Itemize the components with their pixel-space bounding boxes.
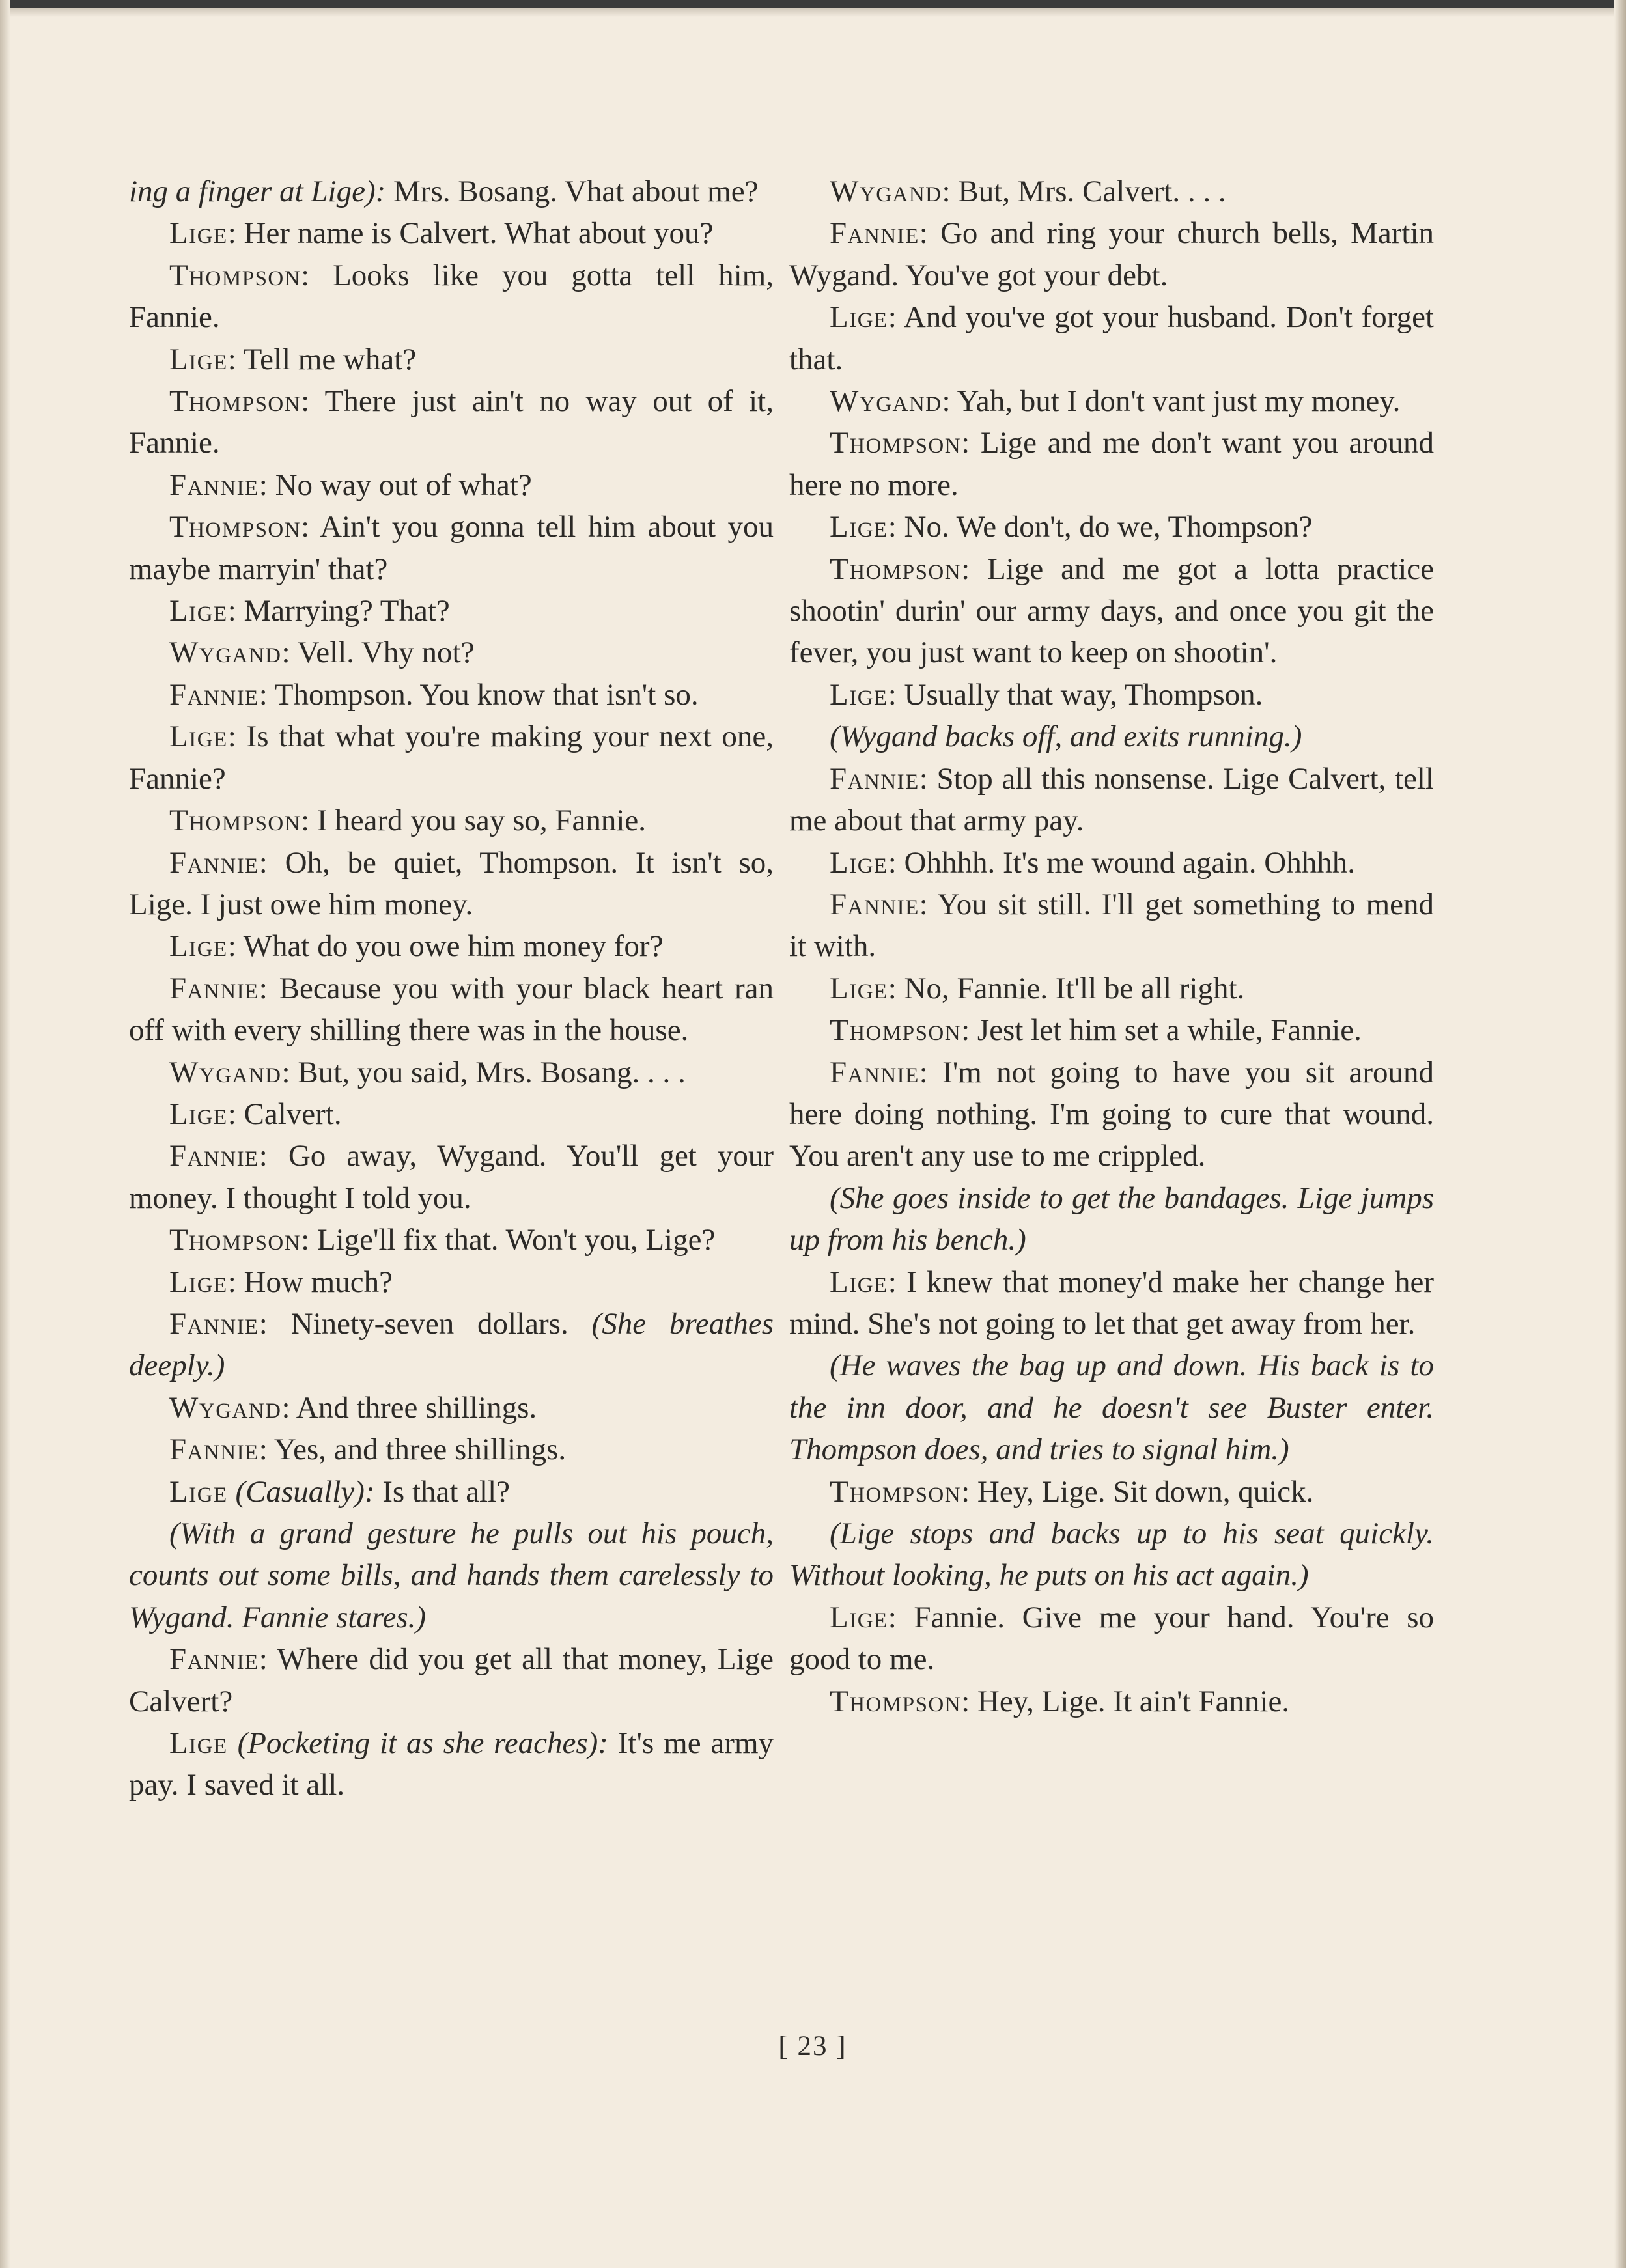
speaker-name: Thompson bbox=[830, 426, 962, 460]
stage-direction-text: (Pocketing it as she reaches): bbox=[227, 1726, 608, 1761]
dialogue-text: : Lige'll fix that. Won't you, Lige? bbox=[301, 1223, 716, 1257]
dialogue-line bbox=[129, 716, 774, 800]
stage-direction-text: (Lige stops and backs up to his seat quickly. Without looking, he puts on his act again.) bbox=[789, 1517, 1434, 1593]
speaker-name: Fannie bbox=[830, 761, 919, 796]
dialogue-text: : No way out of what? bbox=[259, 468, 532, 502]
stage-direction-text: (Wygand backs off, and exits running.) bbox=[830, 720, 1302, 754]
speaker-name: Fannie bbox=[169, 971, 259, 1005]
dialogue-line bbox=[789, 506, 1434, 548]
speaker-name: Lige bbox=[830, 677, 888, 712]
dialogue-line bbox=[129, 1219, 774, 1261]
speaker-name: Fannie bbox=[169, 1642, 259, 1677]
dialogue-text: It's me army pay. I saved it all. bbox=[129, 1726, 774, 1802]
dialogue-line bbox=[789, 884, 1434, 968]
stage-direction-text: ing a finger at Lige): bbox=[129, 175, 386, 208]
dialogue-line bbox=[129, 1261, 774, 1303]
dialogue-line bbox=[129, 1638, 774, 1722]
stage-direction bbox=[789, 1177, 1434, 1261]
dialogue-line bbox=[789, 296, 1434, 380]
dialogue-line bbox=[789, 422, 1434, 506]
speaker-name: Wygand bbox=[830, 175, 942, 208]
dialogue-text: : Looks like you gotta tell him, Fannie. bbox=[129, 258, 774, 335]
speaker-name: Lige bbox=[169, 1097, 228, 1131]
dialogue-line bbox=[129, 1093, 774, 1135]
speaker-name: Thompson bbox=[169, 1223, 301, 1257]
dialogue-line bbox=[789, 1052, 1434, 1177]
stage-direction-text: (He waves the bag up and down. His back is to the inn door, and he doesn't see Buster enter. Thompson does, and tries to signal him.) bbox=[789, 1349, 1434, 1467]
dialogue-line bbox=[129, 1303, 774, 1387]
dialogue-text: : Is that what you're making your next one, Fannie? bbox=[129, 720, 774, 796]
speaker-name: Lige bbox=[169, 929, 228, 964]
dialogue-line bbox=[789, 1681, 1434, 1722]
dialogue-text: : Go away, Wygand. You'll get your money. I thought I told you. bbox=[129, 1139, 774, 1215]
speaker-name: Thompson bbox=[169, 258, 301, 292]
speaker-name: Fannie bbox=[169, 677, 259, 712]
speaker-name: Lige bbox=[830, 1265, 888, 1299]
dialogue-text: : I heard you say so, Fannie. bbox=[301, 804, 647, 838]
stage-direction-text: (She breathes deeply.) bbox=[129, 1306, 774, 1383]
dialogue-line bbox=[129, 1471, 774, 1513]
speaker-name: Lige bbox=[830, 510, 888, 544]
dialogue-line bbox=[129, 380, 774, 464]
dialogue-text: : Yah, but I don't vant just my money. bbox=[942, 384, 1401, 419]
dialogue-text: : Ohhhh. It's me wound again. Ohhhh. bbox=[888, 845, 1356, 880]
dialogue-text: : What do you owe him money for? bbox=[227, 929, 664, 964]
dialogue-text: : Go and ring your church bells, Martin Wygand. You've got your debt. bbox=[789, 216, 1434, 292]
dialogue-line bbox=[129, 464, 774, 506]
speaker-name: Lige bbox=[830, 1600, 888, 1634]
speaker-name: Lige bbox=[169, 720, 228, 754]
speaker-name: Thompson bbox=[830, 1013, 962, 1048]
dialogue-text: : There just ain't no way out of it, Fannie. bbox=[129, 384, 774, 460]
speaker-name: Fannie bbox=[830, 216, 919, 251]
speaker-name: Fannie bbox=[169, 468, 259, 502]
dialogue-text: : Hey, Lige. Sit down, quick. bbox=[961, 1474, 1314, 1509]
dialogue-text: : Marrying? That? bbox=[227, 594, 450, 628]
speaker-name: Fannie bbox=[830, 1055, 919, 1089]
speaker-name: Wygand bbox=[169, 636, 282, 670]
dialogue-line bbox=[789, 212, 1434, 296]
dialogue-line bbox=[789, 1597, 1434, 1681]
dialogue-line bbox=[789, 1261, 1434, 1345]
dialogue-text: : Jest let him set a while, Fannie. bbox=[961, 1013, 1362, 1048]
speaker-name: Wygand bbox=[169, 1390, 282, 1425]
dialogue-text: : How much? bbox=[227, 1265, 393, 1299]
dialogue-line bbox=[789, 548, 1434, 674]
dialogue-line bbox=[129, 212, 774, 254]
stage-direction-text: (She goes inside to get the bandages. Lige jumps up from his bench.) bbox=[789, 1181, 1434, 1257]
dialogue-text: : Thompson. You know that isn't so. bbox=[259, 677, 699, 712]
speaker-name: Wygand bbox=[169, 1055, 282, 1089]
speaker-name: Lige bbox=[169, 594, 228, 628]
dialogue-line bbox=[789, 171, 1434, 212]
speaker-name: Lige bbox=[169, 342, 228, 376]
dialogue-text: : You sit still. I'll get something to mend it with. bbox=[789, 887, 1434, 964]
speaker-name: Lige bbox=[169, 1265, 228, 1299]
speaker-name: Lige bbox=[169, 1726, 228, 1761]
speaker-name: Thompson bbox=[830, 552, 962, 586]
dialogue-line bbox=[129, 1052, 774, 1093]
dialogue-line bbox=[129, 800, 774, 841]
dialogue-text: : Ain't you gonna tell him about you maybe marryin' that? bbox=[129, 510, 774, 586]
dialogue-line bbox=[129, 632, 774, 673]
dialogue-line bbox=[789, 758, 1434, 842]
speaker-name: Lige bbox=[169, 1474, 228, 1509]
speaker-name: Lige bbox=[830, 971, 888, 1005]
speaker-name: Lige bbox=[830, 845, 888, 880]
dialogue-line bbox=[129, 506, 774, 590]
dialogue-text: : Because you with your black heart ran off with every shilling there was in the house. bbox=[129, 971, 774, 1048]
dialogue-line bbox=[129, 1722, 774, 1806]
page-number: [ 23 ] bbox=[778, 2031, 847, 2062]
speaker-name: Lige bbox=[830, 300, 888, 335]
left-text-column bbox=[129, 171, 774, 1806]
speaker-name: Fannie bbox=[830, 887, 919, 921]
dialogue-text: : Her name is Calvert. What about you? bbox=[227, 216, 714, 251]
dialogue-line bbox=[789, 380, 1434, 422]
speaker-name: Fannie bbox=[169, 1306, 259, 1341]
dialogue-text: : Lige and me got a lotta practice shootin' durin' our army days, and once you git the fever, you just want to keep on shootin'. bbox=[789, 552, 1434, 670]
speaker-name: Thompson bbox=[169, 510, 301, 544]
dialogue-text: : Vell. Vhy not? bbox=[281, 636, 475, 670]
stage-direction-text: (With a grand gesture he pulls out his pouch, counts out some bills, and hands them carelessly to Wygand. Fannie stares.) bbox=[129, 1517, 774, 1634]
dialogue-line bbox=[129, 925, 774, 967]
dialogue-line bbox=[789, 1009, 1434, 1051]
dialogue-line bbox=[129, 842, 774, 926]
dialogue-text: : I'm not going to have you sit around here doing nothing. I'm going to cure that wound. You aren't any use to me crippled. bbox=[789, 1055, 1434, 1173]
dialogue-line bbox=[129, 1135, 774, 1219]
dialogue-line bbox=[129, 339, 774, 380]
page-left-edge bbox=[0, 0, 10, 2268]
dialogue-line bbox=[129, 968, 774, 1052]
stage-direction bbox=[789, 1513, 1434, 1597]
scan-top-shadow bbox=[0, 8, 1626, 17]
dialogue-line bbox=[789, 842, 1434, 884]
dialogue-line bbox=[129, 1387, 774, 1429]
dialogue-text: : And you've got your husband. Don't forget that. bbox=[789, 300, 1434, 376]
dialogue-text: : Lige and me don't want you around here no more. bbox=[789, 426, 1434, 502]
dialogue-text: Is that all? bbox=[374, 1474, 511, 1509]
dialogue-text: : Calvert. bbox=[227, 1097, 342, 1131]
speaker-name: Thompson bbox=[169, 804, 301, 838]
dialogue-line bbox=[789, 674, 1434, 716]
dialogue-text: : I knew that money'd make her change her mind. She's not going to let that get away from her. bbox=[789, 1265, 1434, 1341]
dialogue-text: : No, Fannie. It'll be all right. bbox=[888, 971, 1245, 1005]
speaker-name: Wygand bbox=[830, 384, 942, 419]
stage-direction bbox=[129, 1513, 774, 1638]
dialogue-text: : Usually that way, Thompson. bbox=[888, 677, 1263, 712]
stage-direction bbox=[789, 1345, 1434, 1470]
speaker-name: Fannie bbox=[169, 1433, 259, 1467]
dialogue-text: : But, Mrs. Calvert. . . . bbox=[942, 175, 1226, 208]
speaker-name: Thompson bbox=[830, 1684, 962, 1718]
dialogue-text: Mrs. Bosang. Vhat about me? bbox=[385, 175, 759, 208]
dialogue-text: : Ninety-seven dollars. bbox=[259, 1306, 592, 1341]
dialogue-text: : But, you said, Mrs. Bosang. . . . bbox=[281, 1055, 686, 1089]
speaker-name: Fannie bbox=[169, 1139, 259, 1173]
dialogue-text: : No. We don't, do we, Thompson? bbox=[888, 510, 1313, 544]
stage-direction-text: (Casually): bbox=[227, 1474, 375, 1509]
dialogue-line bbox=[129, 171, 774, 212]
dialogue-line bbox=[129, 590, 774, 632]
page-right-edge bbox=[1614, 0, 1626, 2268]
speaker-name: Thompson bbox=[169, 384, 301, 419]
dialogue-line bbox=[789, 968, 1434, 1009]
dialogue-text: : Oh, be quiet, Thompson. It isn't so, Lige. I just owe him money. bbox=[129, 845, 774, 921]
dialogue-line bbox=[129, 255, 774, 339]
speaker-name: Thompson bbox=[830, 1474, 962, 1509]
dialogue-text: : Where did you get all that money, Lige Calvert? bbox=[129, 1642, 774, 1718]
dialogue-line bbox=[129, 674, 774, 716]
dialogue-text: : Stop all this nonsense. Lige Calvert, tell me about that army pay. bbox=[789, 761, 1434, 838]
dialogue-text: : Hey, Lige. It ain't Fannie. bbox=[961, 1684, 1290, 1718]
speaker-name: Fannie bbox=[169, 845, 259, 880]
scan-top-border bbox=[0, 0, 1626, 8]
dialogue-text: : Yes, and three shillings. bbox=[259, 1433, 567, 1467]
dialogue-text: : And three shillings. bbox=[281, 1390, 537, 1425]
dialogue-text: : Tell me what? bbox=[227, 342, 417, 376]
stage-direction bbox=[789, 716, 1434, 757]
right-text-column bbox=[789, 171, 1434, 1722]
dialogue-text: : Fannie. Give me your hand. You're so good to me. bbox=[789, 1600, 1434, 1677]
dialogue-line bbox=[789, 1471, 1434, 1513]
speaker-name: Lige bbox=[169, 216, 228, 251]
dialogue-line bbox=[129, 1429, 774, 1470]
